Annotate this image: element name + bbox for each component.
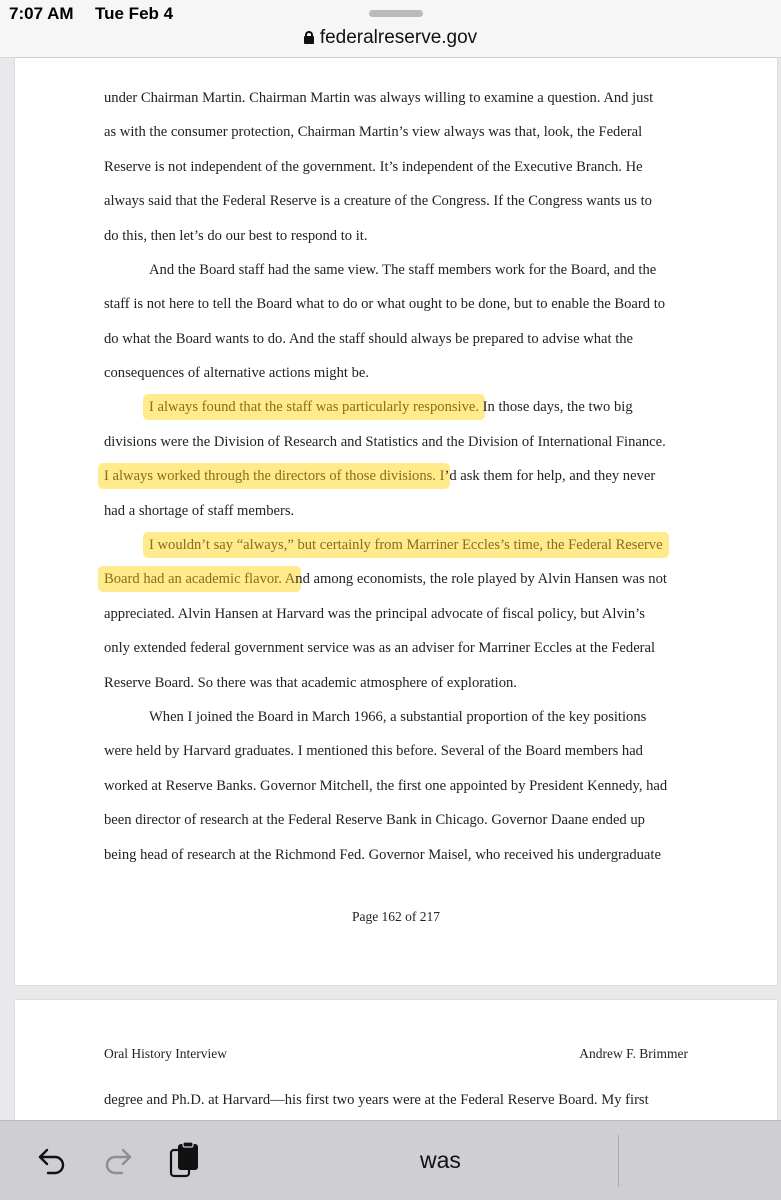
text-span: ’d ask them for help, and they never [444,468,656,484]
text-line: had a shortage of staff members. [104,503,295,519]
undo-button[interactable] [34,1141,70,1181]
url-bar[interactable] [0,27,781,49]
text-line [149,398,633,416]
text-line: appreciated. Alvin Hansen at Harvard was the principal advocate of fiscal policy, but Alvin’s [104,606,645,622]
redo-icon [102,1146,134,1176]
undo-icon [36,1146,68,1176]
text-line: degree and Ph.D. at Harvard—his first two years were at the Federal Reserve Board. My first [104,1092,649,1108]
url-text: federalreserve.gov [319,27,478,48]
toolbar-divider [618,1135,619,1187]
text-line: Reserve Board. So there was that academic atmosphere of exploration. [104,675,517,691]
text-line: do this, then let’s do our best to respond to it. [104,228,368,244]
text-line: worked at Reserve Banks. Governor Mitchell, the first one appointed by President Kennedy, had [104,778,668,794]
text-line: staff is not here to tell the Board what to do or what ought to be done, but to enable the Board to [104,296,666,312]
text-line: do what the Board wants to do. And the staff should always be prepared to advise what the [104,331,634,347]
browser-top-bar [0,0,781,58]
pdf-page-162 [15,58,777,985]
text-line: always said that the Federal Reserve is a creature of the Congress. If the Congress wants us to [104,193,652,209]
page-header-right: Andrew F. Brimmer [579,1046,688,1061]
text-line: divisions were the Division of Research and Statistics and the Division of International Finance. [104,434,666,450]
page-number: Page 162 of 217 [351,909,441,924]
clipboard-icon [167,1141,201,1181]
multitasking-grabber[interactable] [369,10,423,17]
text-line: And the Board staff had the same view. The staff members work for the Board, and the [149,262,657,278]
highlight-mark[interactable]: Board had an academic flavor. A [98,566,301,592]
highlight-mark[interactable]: I wouldn’t say “always,” but certainly from Marriner Eccles’s time, the Federal Reserve [143,532,669,558]
text-line: under Chairman Martin. Chairman Martin was always willing to examine a question. And just [104,90,654,106]
text-line [104,570,667,588]
status-date: Tue Feb 4 [95,4,174,23]
keyboard-shortcut-bar [0,1120,781,1200]
text-line: Reserve is not independent of the government. It’s independent of the Executive Branch. He [104,159,643,175]
text-span: In those days, the two big [479,399,633,415]
text-line: When I joined the Board in March 1966, a substantial proportion of the key positions [149,709,647,725]
redo-button[interactable] [100,1141,136,1181]
highlight-mark[interactable]: I always found that the staff was particularly responsive. [143,394,485,420]
text-line: been director of research at the Federal Reserve Bank in Chicago. Governor Daane ended up [104,812,645,828]
highlight-mark[interactable]: I always worked through the directors of those divisions. I [98,463,450,489]
text-line: only extended federal government service was as an adviser for Marriner Eccles at the Federal [104,640,656,656]
paste-button[interactable] [166,1141,202,1181]
text-line [104,467,655,485]
page-header-left: Oral History Interview [104,1046,227,1061]
text-line: consequences of alternative actions might be. [104,365,370,381]
lock-icon [304,31,314,44]
text-line: being head of research at the Richmond Fed. Governor Maisel, who received his undergraduate [104,847,661,863]
find-query-text[interactable]: was [420,1147,461,1173]
text-span: nd among economists, the role played by Alvin Hansen was not [295,571,667,587]
text-line: as with the consumer protection, Chairman Martin’s view always was that, look, the Federal [104,124,643,140]
text-line: were held by Harvard graduates. I mentioned this before. Several of the Board members had [104,743,643,759]
status-time: 7:07 AM [9,4,74,23]
text-line [149,536,663,554]
